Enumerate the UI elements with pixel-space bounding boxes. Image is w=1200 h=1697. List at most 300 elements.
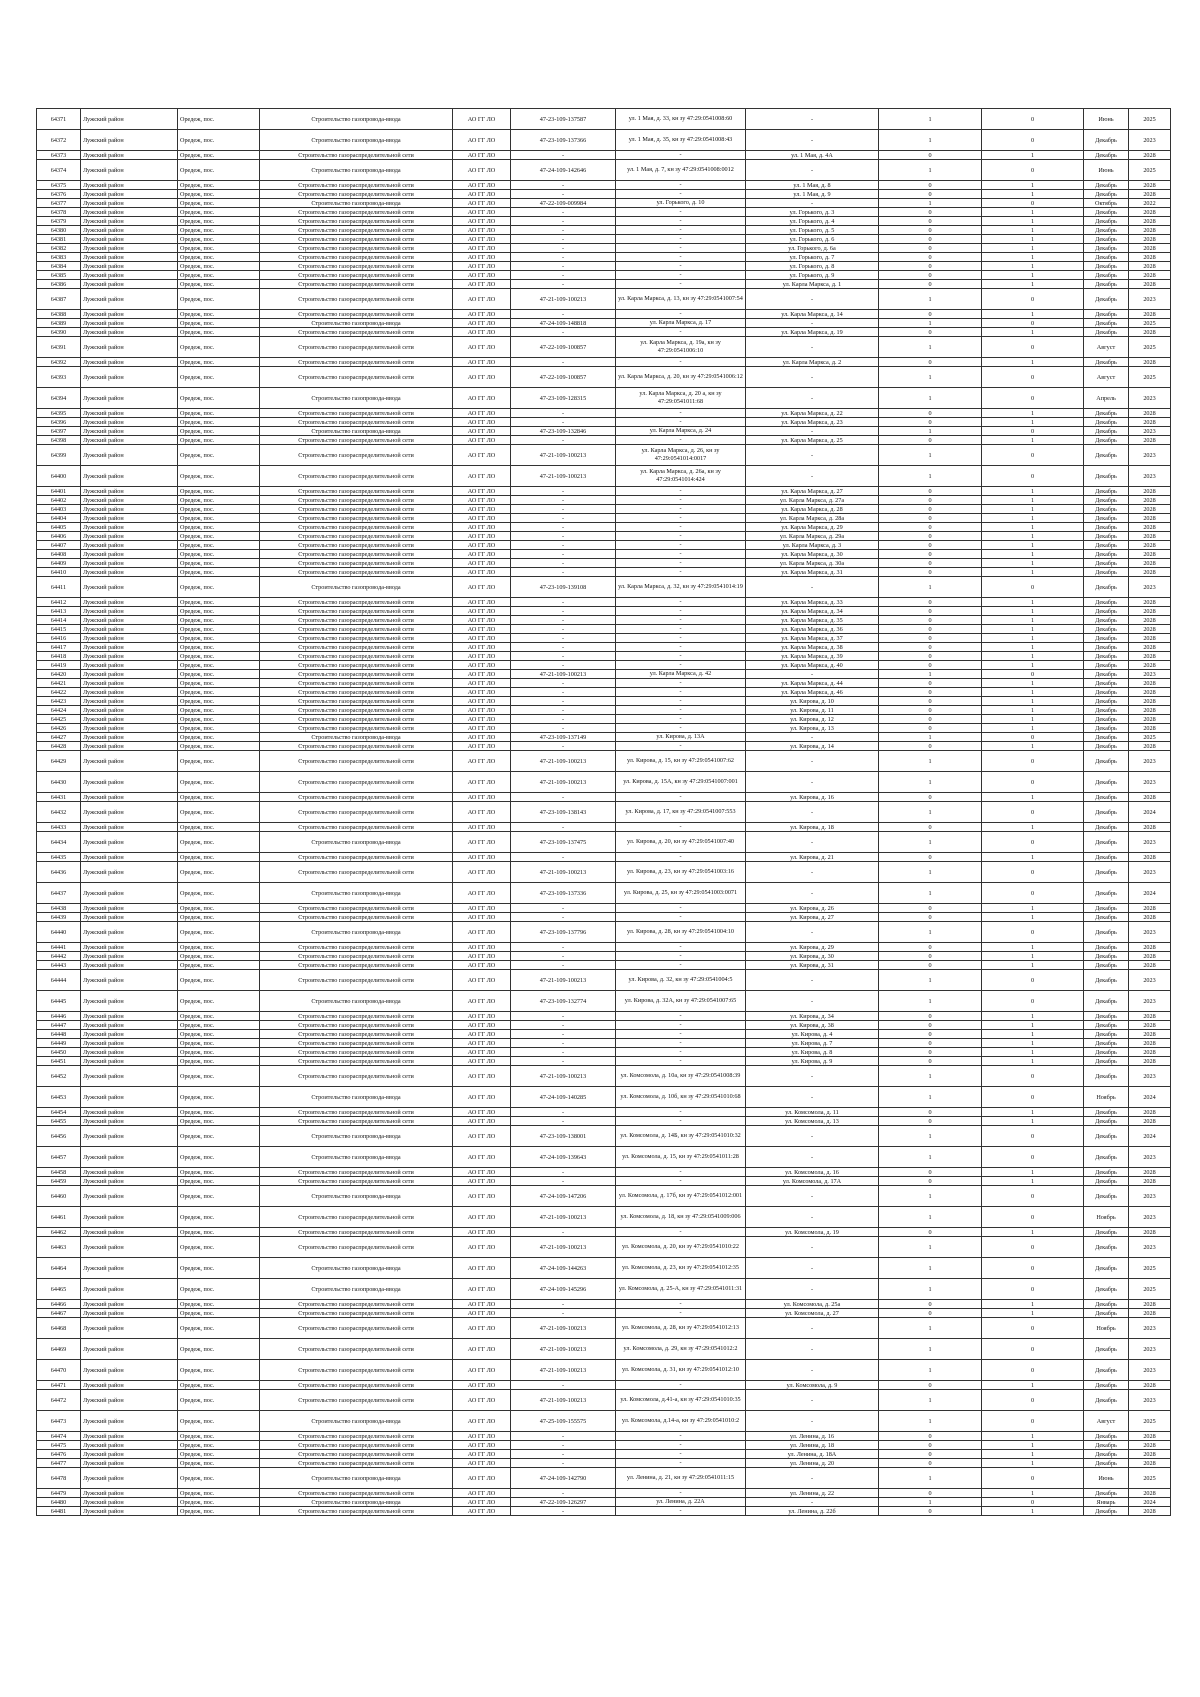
cell-organization: АО ГГ ЛО: [453, 1057, 511, 1066]
cell-network-address: ул. Карла Маркса, д. 22: [746, 409, 879, 418]
cell-network-address: -: [746, 337, 879, 358]
cell-month: Декабрь: [1084, 190, 1129, 199]
cell-connection-address: -: [616, 652, 746, 661]
cell-network-address: -: [746, 1258, 879, 1279]
cell-year: 2023: [1129, 1390, 1171, 1411]
cell-settlement: Оредеж, пос.: [178, 436, 260, 445]
table-row: [37, 328, 1171, 337]
cell-connection-address: -: [616, 181, 746, 190]
cell-connection-address: -: [616, 1168, 746, 1177]
cell-settlement: Оредеж, пос.: [178, 505, 260, 514]
cell-network-address: ул. Комсомола, д. 19: [746, 1228, 879, 1237]
cell-input-count: 0: [879, 559, 982, 568]
cell-month: Декабрь: [1084, 1300, 1129, 1309]
cell-month: Апрель: [1084, 388, 1129, 409]
cell-organization: АО ГГ ЛО: [453, 883, 511, 904]
cell-work-type: Строительство газораспределительной сети: [260, 181, 453, 190]
table-row: [37, 550, 1171, 559]
cell-organization: АО ГГ ЛО: [453, 697, 511, 706]
cell-network-count: 1: [982, 1441, 1084, 1450]
cell-district: Лужский район: [81, 1309, 178, 1318]
cell-network-count: 0: [982, 922, 1084, 943]
table-row: [37, 652, 1171, 661]
cell-month: Декабрь: [1084, 253, 1129, 262]
cell-network-address: ул. Кирова, д. 16: [746, 793, 879, 802]
cell-settlement: Оредеж, пос.: [178, 952, 260, 961]
cell-input-count: 1: [879, 388, 982, 409]
cell-network-count: 0: [982, 883, 1084, 904]
cell-application-number: -: [511, 487, 616, 496]
cell-year: 2025: [1129, 109, 1171, 130]
cell-network-address: ул. Кирова, д. 27: [746, 913, 879, 922]
cell-work-type: Строительство газораспределительной сети: [260, 1237, 453, 1258]
cell-network-count: 0: [982, 427, 1084, 436]
cell-connection-address: -: [616, 913, 746, 922]
cell-settlement: Оредеж, пос.: [178, 1450, 260, 1459]
cell-connection-address: ул. Ленина, д. 21, кн зу 47:29:0541011:15: [616, 1468, 746, 1489]
cell-connection-address: ул. Комсомола, д. 20, кн зу 47:29:0541010:22: [616, 1237, 746, 1258]
cell-month: Декабрь: [1084, 634, 1129, 643]
cell-district: Лужский район: [81, 109, 178, 130]
cell-network-address: -: [746, 388, 879, 409]
cell-row-number: 64424: [37, 706, 81, 715]
cell-network-address: ул. Карла Маркса, д. 28: [746, 505, 879, 514]
cell-settlement: Оредеж, пос.: [178, 1468, 260, 1489]
cell-application-number: -: [511, 253, 616, 262]
cell-year: 2023: [1129, 832, 1171, 853]
table-row: [37, 1168, 1171, 1177]
cell-network-address: ул. Кирова, д. 12: [746, 715, 879, 724]
table-row: [37, 280, 1171, 289]
cell-organization: АО ГГ ЛО: [453, 1048, 511, 1057]
cell-application-number: 47-23-109-137587: [511, 109, 616, 130]
cell-month: Декабрь: [1084, 427, 1129, 436]
cell-work-type: Строительство газораспределительной сети: [260, 1021, 453, 1030]
cell-connection-address: ул. Карла Маркса, д. 19а, кн зу 47:29:0541006:10: [616, 337, 746, 358]
cell-input-count: 1: [879, 832, 982, 853]
cell-network-count: 1: [982, 598, 1084, 607]
cell-settlement: Оредеж, пос.: [178, 1300, 260, 1309]
cell-application-number: 47-23-109-137366: [511, 130, 616, 151]
cell-input-count: 0: [879, 715, 982, 724]
cell-input-count: 0: [879, 1108, 982, 1117]
cell-organization: АО ГГ ЛО: [453, 1012, 511, 1021]
table-row: [37, 466, 1171, 487]
cell-district: Лужский район: [81, 496, 178, 505]
cell-year: 2023: [1129, 1207, 1171, 1228]
cell-row-number: 64371: [37, 109, 81, 130]
cell-row-number: 64440: [37, 922, 81, 943]
cell-work-type: Строительство газораспределительной сети: [260, 244, 453, 253]
cell-work-type: Строительство газораспределительной сети: [260, 706, 453, 715]
cell-connection-address: -: [616, 190, 746, 199]
cell-year: 2028: [1129, 190, 1171, 199]
cell-settlement: Оредеж, пос.: [178, 679, 260, 688]
table-row: [37, 208, 1171, 217]
table-row: [37, 670, 1171, 679]
table-row: [37, 1030, 1171, 1039]
table-row: [37, 922, 1171, 943]
cell-work-type: Строительство газопровода-ввода: [260, 388, 453, 409]
cell-application-number: 47-21-109-100213: [511, 751, 616, 772]
cell-application-number: -: [511, 634, 616, 643]
cell-district: Лужский район: [81, 244, 178, 253]
cell-connection-address: ул. Комсомола, д. 29, кн зу 47:29:0541012:2: [616, 1339, 746, 1360]
cell-connection-address: ул. Комсомола, д. 10б, кн зу 47:29:0541010:68: [616, 1087, 746, 1108]
cell-organization: АО ГГ ЛО: [453, 1108, 511, 1117]
cell-application-number: -: [511, 550, 616, 559]
cell-application-number: 47-24-109-145296: [511, 1279, 616, 1300]
cell-work-type: Строительство газораспределительной сети: [260, 523, 453, 532]
cell-connection-address: -: [616, 358, 746, 367]
cell-application-number: -: [511, 1459, 616, 1468]
cell-connection-address: ул. Карла Маркса, д. 32, кн зу 47:29:0541014:19: [616, 577, 746, 598]
cell-year: 2023: [1129, 388, 1171, 409]
cell-input-count: 0: [879, 643, 982, 652]
cell-organization: АО ГГ ЛО: [453, 688, 511, 697]
table-row: [37, 496, 1171, 505]
cell-connection-address: -: [616, 1057, 746, 1066]
cell-connection-address: ул. Горького, д. 10: [616, 199, 746, 208]
cell-network-count: 0: [982, 670, 1084, 679]
cell-year: 2024: [1129, 1087, 1171, 1108]
cell-work-type: Строительство газораспределительной сети: [260, 1459, 453, 1468]
cell-year: 2028: [1129, 487, 1171, 496]
cell-work-type: Строительство газораспределительной сети: [260, 1339, 453, 1360]
table-row: [37, 742, 1171, 751]
cell-organization: АО ГГ ЛО: [453, 418, 511, 427]
cell-network-count: 1: [982, 1507, 1084, 1516]
cell-work-type: Строительство газопровода-ввода: [260, 1147, 453, 1168]
cell-network-count: 1: [982, 1300, 1084, 1309]
cell-network-address: ул. Карла Маркса, д. 29: [746, 523, 879, 532]
cell-work-type: Строительство газораспределительной сети: [260, 1318, 453, 1339]
cell-network-count: 0: [982, 1237, 1084, 1258]
cell-work-type: Строительство газораспределительной сети: [260, 514, 453, 523]
cell-input-count: 0: [879, 652, 982, 661]
table-row: [37, 1126, 1171, 1147]
cell-work-type: Строительство газораспределительной сети: [260, 505, 453, 514]
cell-connection-address: -: [616, 1381, 746, 1390]
cell-year: 2028: [1129, 328, 1171, 337]
cell-month: Декабрь: [1084, 724, 1129, 733]
cell-connection-address: -: [616, 505, 746, 514]
cell-work-type: Строительство газораспределительной сети: [260, 607, 453, 616]
cell-work-type: Строительство газопровода-ввода: [260, 130, 453, 151]
cell-connection-address: -: [616, 550, 746, 559]
table-row: [37, 1459, 1171, 1468]
table-row: [37, 418, 1171, 427]
cell-month: Декабрь: [1084, 1021, 1129, 1030]
cell-organization: АО ГГ ЛО: [453, 1390, 511, 1411]
cell-network-count: 1: [982, 904, 1084, 913]
cell-year: 2028: [1129, 559, 1171, 568]
cell-district: Лужский район: [81, 235, 178, 244]
cell-settlement: Оредеж, пос.: [178, 1459, 260, 1468]
cell-district: Лужский район: [81, 1468, 178, 1489]
cell-input-count: 0: [879, 742, 982, 751]
cell-work-type: Строительство газораспределительной сети: [260, 550, 453, 559]
cell-network-address: ул. Кирова, д. 9: [746, 1057, 879, 1066]
table-row: [37, 505, 1171, 514]
cell-input-count: 0: [879, 724, 982, 733]
table-row: [37, 952, 1171, 961]
cell-connection-address: -: [616, 217, 746, 226]
cell-network-address: -: [746, 577, 879, 598]
cell-month: Декабрь: [1084, 436, 1129, 445]
cell-month: Декабрь: [1084, 1228, 1129, 1237]
table-row: [37, 1108, 1171, 1117]
cell-application-number: -: [511, 598, 616, 607]
cell-input-count: 0: [879, 688, 982, 697]
cell-network-count: 0: [982, 1468, 1084, 1489]
cell-network-count: 1: [982, 943, 1084, 952]
cell-work-type: Строительство газораспределительной сети: [260, 823, 453, 832]
cell-work-type: Строительство газопровода-ввода: [260, 1087, 453, 1108]
cell-application-number: -: [511, 541, 616, 550]
cell-input-count: 1: [879, 337, 982, 358]
cell-organization: АО ГГ ЛО: [453, 943, 511, 952]
cell-month: Декабрь: [1084, 679, 1129, 688]
cell-month: Декабрь: [1084, 643, 1129, 652]
cell-work-type: Строительство газораспределительной сети: [260, 724, 453, 733]
cell-application-number: -: [511, 661, 616, 670]
cell-organization: АО ГГ ЛО: [453, 577, 511, 598]
cell-input-count: 1: [879, 577, 982, 598]
cell-district: Лужский район: [81, 436, 178, 445]
cell-month: Декабрь: [1084, 181, 1129, 190]
cell-organization: АО ГГ ЛО: [453, 226, 511, 235]
cell-row-number: 64390: [37, 328, 81, 337]
cell-application-number: -: [511, 271, 616, 280]
cell-application-number: 47-23-109-138001: [511, 1126, 616, 1147]
cell-network-address: ул. Кирова, д. 29: [746, 943, 879, 952]
cell-row-number: 64391: [37, 337, 81, 358]
cell-input-count: 0: [879, 793, 982, 802]
cell-organization: АО ГГ ЛО: [453, 328, 511, 337]
cell-month: Декабрь: [1084, 652, 1129, 661]
cell-settlement: Оредеж, пос.: [178, 961, 260, 970]
cell-network-count: 0: [982, 388, 1084, 409]
cell-input-count: 1: [879, 1258, 982, 1279]
cell-network-address: ул. Карла Маркса, д. 28а: [746, 514, 879, 523]
cell-organization: АО ГГ ЛО: [453, 244, 511, 253]
cell-connection-address: ул. Комсомола, д. 25-А, кн зу 47:29:0541011:31: [616, 1279, 746, 1300]
cell-settlement: Оредеж, пос.: [178, 742, 260, 751]
cell-year: 2028: [1129, 280, 1171, 289]
cell-connection-address: ул. Комсомола, д.14-а, кн зу 47:29:0541010:2: [616, 1411, 746, 1432]
cell-input-count: 0: [879, 1381, 982, 1390]
cell-network-address: ул. Кирова, д. 11: [746, 706, 879, 715]
table-row: [37, 598, 1171, 607]
cell-month: Декабрь: [1084, 541, 1129, 550]
cell-organization: АО ГГ ЛО: [453, 772, 511, 793]
cell-application-number: -: [511, 823, 616, 832]
cell-year: 2028: [1129, 706, 1171, 715]
cell-application-number: -: [511, 1012, 616, 1021]
cell-row-number: 64475: [37, 1441, 81, 1450]
table-row: [37, 679, 1171, 688]
cell-district: Лужский район: [81, 1300, 178, 1309]
cell-input-count: 0: [879, 358, 982, 367]
cell-district: Лужский район: [81, 1507, 178, 1516]
cell-network-count: 0: [982, 1498, 1084, 1507]
cell-network-count: 1: [982, 715, 1084, 724]
cell-work-type: Строительство газораспределительной сети: [260, 253, 453, 262]
cell-network-address: -: [746, 160, 879, 181]
cell-network-address: ул. Ленина, д. 18А: [746, 1450, 879, 1459]
cell-settlement: Оредеж, пос.: [178, 670, 260, 679]
cell-input-count: 0: [879, 661, 982, 670]
cell-input-count: 1: [879, 883, 982, 904]
cell-settlement: Оредеж, пос.: [178, 1258, 260, 1279]
cell-application-number: -: [511, 793, 616, 802]
cell-network-address: ул. Ленина, д. 16: [746, 1432, 879, 1441]
cell-month: Декабрь: [1084, 409, 1129, 418]
cell-network-count: 1: [982, 217, 1084, 226]
cell-settlement: Оредеж, пос.: [178, 715, 260, 724]
cell-network-count: 0: [982, 1087, 1084, 1108]
cell-network-address: -: [746, 751, 879, 772]
cell-connection-address: -: [616, 853, 746, 862]
table-row: [37, 751, 1171, 772]
cell-organization: АО ГГ ЛО: [453, 523, 511, 532]
cell-organization: АО ГГ ЛО: [453, 466, 511, 487]
cell-year: 2023: [1129, 670, 1171, 679]
cell-network-count: 0: [982, 1258, 1084, 1279]
cell-district: Лужский район: [81, 568, 178, 577]
table-row: [37, 1411, 1171, 1432]
cell-settlement: Оредеж, пос.: [178, 271, 260, 280]
cell-month: Декабрь: [1084, 733, 1129, 742]
cell-settlement: Оредеж, пос.: [178, 289, 260, 310]
cell-organization: АО ГГ ЛО: [453, 160, 511, 181]
cell-month: Декабрь: [1084, 1147, 1129, 1168]
cell-organization: АО ГГ ЛО: [453, 952, 511, 961]
cell-month: Июнь: [1084, 109, 1129, 130]
cell-network-address: ул. Карла Маркса, д. 29а: [746, 532, 879, 541]
cell-network-count: 0: [982, 1390, 1084, 1411]
cell-connection-address: ул. Кирова, д. 15А, кн зу 47:29:0541007:001: [616, 772, 746, 793]
cell-organization: АО ГГ ЛО: [453, 793, 511, 802]
cell-connection-address: -: [616, 208, 746, 217]
cell-year: 2028: [1129, 151, 1171, 160]
cell-connection-address: ул. Кирова, д. 13А: [616, 733, 746, 742]
cell-connection-address: -: [616, 679, 746, 688]
cell-connection-address: -: [616, 598, 746, 607]
cell-network-count: 1: [982, 1177, 1084, 1186]
cell-row-number: 64434: [37, 832, 81, 853]
cell-year: 2028: [1129, 961, 1171, 970]
cell-organization: АО ГГ ЛО: [453, 388, 511, 409]
cell-district: Лужский район: [81, 970, 178, 991]
table-row: [37, 523, 1171, 532]
cell-network-count: 1: [982, 523, 1084, 532]
cell-network-address: ул. Комсомола, д. 11: [746, 1108, 879, 1117]
cell-year: 2028: [1129, 679, 1171, 688]
cell-organization: АО ГГ ЛО: [453, 751, 511, 772]
cell-district: Лужский район: [81, 952, 178, 961]
cell-district: Лужский район: [81, 634, 178, 643]
cell-work-type: Строительство газораспределительной сети: [260, 1108, 453, 1117]
cell-year: 2028: [1129, 208, 1171, 217]
table-row: [37, 1228, 1171, 1237]
cell-input-count: 1: [879, 1360, 982, 1381]
cell-network-address: ул. Кирова, д. 8: [746, 1048, 879, 1057]
cell-row-number: 64406: [37, 532, 81, 541]
cell-settlement: Оредеж, пос.: [178, 832, 260, 853]
cell-organization: АО ГГ ЛО: [453, 109, 511, 130]
cell-organization: АО ГГ ЛО: [453, 235, 511, 244]
cell-connection-address: -: [616, 823, 746, 832]
cell-application-number: -: [511, 1030, 616, 1039]
cell-application-number: -: [511, 1021, 616, 1030]
cell-row-number: 64425: [37, 715, 81, 724]
cell-input-count: 1: [879, 289, 982, 310]
cell-row-number: 64416: [37, 634, 81, 643]
cell-organization: АО ГГ ЛО: [453, 550, 511, 559]
cell-district: Лужский район: [81, 922, 178, 943]
cell-connection-address: -: [616, 523, 746, 532]
cell-application-number: -: [511, 688, 616, 697]
cell-organization: АО ГГ ЛО: [453, 661, 511, 670]
cell-year: 2028: [1129, 793, 1171, 802]
cell-work-type: Строительство газораспределительной сети: [260, 445, 453, 466]
cell-organization: АО ГГ ЛО: [453, 280, 511, 289]
cell-network-address: -: [746, 1318, 879, 1339]
cell-month: Декабрь: [1084, 568, 1129, 577]
cell-application-number: -: [511, 943, 616, 952]
cell-work-type: Строительство газораспределительной сети: [260, 409, 453, 418]
cell-input-count: 0: [879, 853, 982, 862]
cell-input-count: 0: [879, 523, 982, 532]
cell-input-count: 0: [879, 952, 982, 961]
cell-month: Декабрь: [1084, 616, 1129, 625]
cell-application-number: 47-23-109-137336: [511, 883, 616, 904]
cell-district: Лужский район: [81, 661, 178, 670]
table-row: [37, 199, 1171, 208]
cell-network-count: 1: [982, 436, 1084, 445]
cell-settlement: Оредеж, пос.: [178, 514, 260, 523]
cell-input-count: 0: [879, 1228, 982, 1237]
cell-connection-address: -: [616, 904, 746, 913]
cell-district: Лужский район: [81, 130, 178, 151]
cell-input-count: 0: [879, 616, 982, 625]
cell-organization: АО ГГ ЛО: [453, 706, 511, 715]
cell-row-number: 64398: [37, 436, 81, 445]
cell-row-number: 64410: [37, 568, 81, 577]
cell-year: 2028: [1129, 181, 1171, 190]
cell-settlement: Оредеж, пос.: [178, 1108, 260, 1117]
cell-organization: АО ГГ ЛО: [453, 922, 511, 943]
cell-settlement: Оредеж, пос.: [178, 235, 260, 244]
cell-connection-address: -: [616, 1177, 746, 1186]
cell-settlement: Оредеж, пос.: [178, 634, 260, 643]
cell-year: 2022: [1129, 199, 1171, 208]
table-row: [37, 1339, 1171, 1360]
cell-organization: АО ГГ ЛО: [453, 217, 511, 226]
cell-application-number: -: [511, 1309, 616, 1318]
cell-network-count: 1: [982, 1039, 1084, 1048]
cell-work-type: Строительство газопровода-ввода: [260, 160, 453, 181]
cell-network-count: 1: [982, 541, 1084, 550]
cell-work-type: Строительство газораспределительной сети: [260, 697, 453, 706]
cell-application-number: -: [511, 235, 616, 244]
cell-network-address: ул. Горького, д. 5: [746, 226, 879, 235]
cell-application-number: -: [511, 559, 616, 568]
cell-year: 2025: [1129, 1279, 1171, 1300]
cell-district: Лужский район: [81, 1012, 178, 1021]
